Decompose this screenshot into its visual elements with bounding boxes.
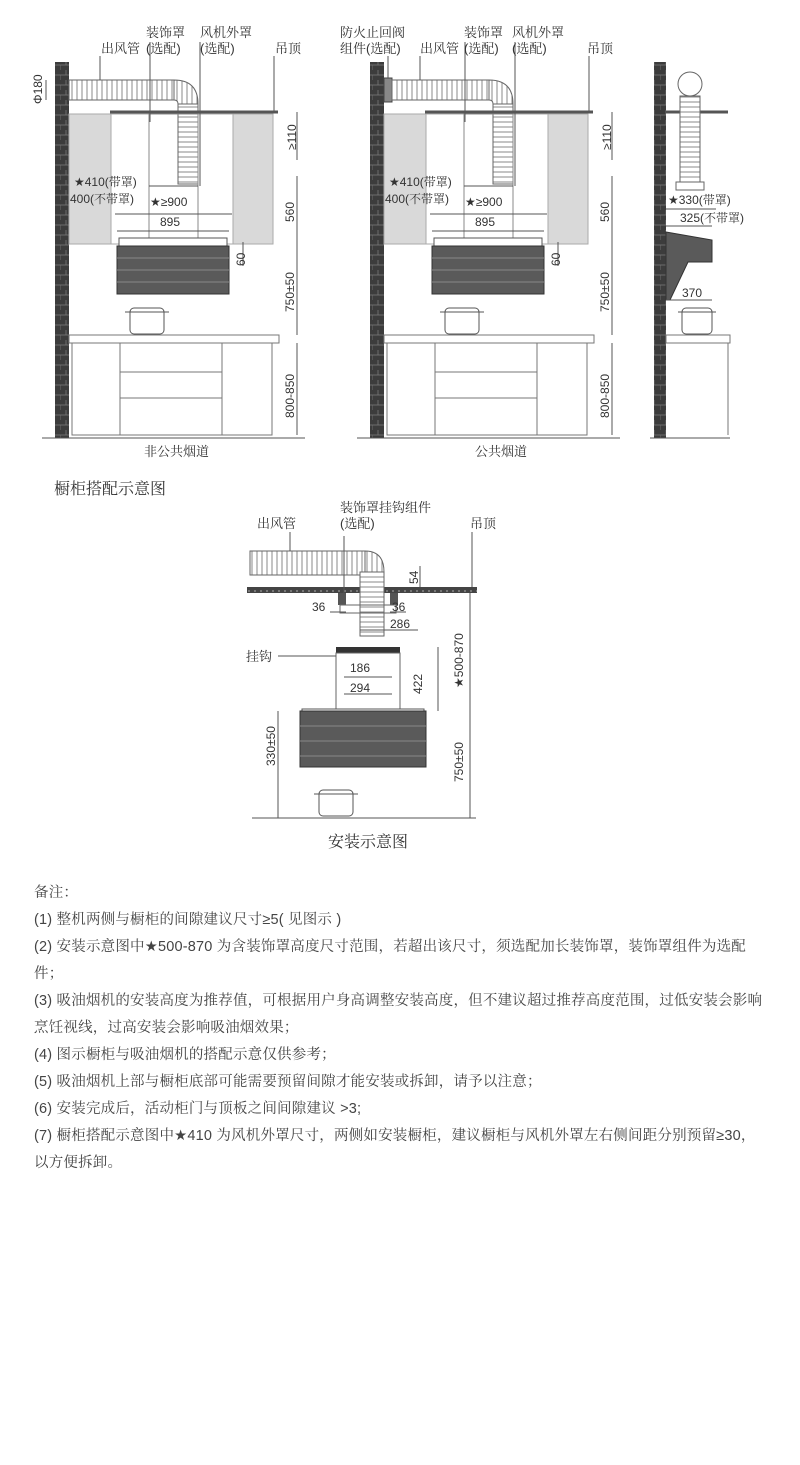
- label-fire-valve: 防火止回阀: [340, 25, 406, 40]
- section-title: 橱柜搭配示意图: [54, 481, 167, 498]
- label-ceiling: 吊顶: [275, 41, 302, 56]
- dim-500-870: ★500-870: [452, 633, 466, 688]
- note-item: (7) 橱柜搭配示意图中★410 为风机外罩尺寸，两侧如安装橱柜，建议橱柜与风机外罩左右侧间距分别预留≥30，以方便拆卸。: [34, 1128, 756, 1171]
- note-item: (2) 安装示意图中★500-870 为含装饰罩高度尺寸范围，若超出该尺寸，须选配加长装饰罩，装饰罩组件为选配件；: [34, 939, 746, 982]
- label-fan-cover: 风机外罩: [512, 25, 565, 40]
- dim-330-50: 330±50: [264, 726, 278, 766]
- notes-heading: 备注：: [34, 885, 79, 901]
- label-valve-opt: 组件(选配): [340, 41, 401, 56]
- dim-36-right: 36: [392, 600, 406, 614]
- label-cover-opt: (选配): [464, 41, 499, 56]
- exhaust-duct: [250, 551, 365, 575]
- brick-wall: [654, 62, 666, 438]
- label-ceiling: 吊顶: [587, 41, 614, 56]
- label-duct: 出风管: [101, 41, 141, 56]
- dim-895: 895: [475, 215, 496, 229]
- dim-750-50: 750±50: [452, 742, 466, 782]
- dim-top-gap: ≥110: [600, 124, 614, 150]
- dim-422: 422: [411, 673, 425, 694]
- diagram-non-public-flue: [31, 25, 305, 459]
- dim-54: 54: [407, 570, 421, 584]
- label-fan-cover: 风机外罩: [200, 25, 253, 40]
- dim-330: ★330(带罩): [668, 193, 731, 207]
- dim-900: ★≥900: [465, 195, 503, 209]
- diagram-public-flue: [340, 25, 620, 459]
- exhaust-duct: [69, 80, 174, 100]
- diagram-side-view: [650, 62, 744, 438]
- dim-800: 800-850: [283, 373, 297, 418]
- dim-60: 60: [234, 252, 248, 266]
- brick-wall: [370, 62, 384, 438]
- note-item: (6) 安装完成后，活动柜门与顶板之间间隙建议 >3;: [34, 1101, 362, 1117]
- dim-186: 186: [350, 661, 371, 675]
- base-cabinet: [72, 343, 272, 435]
- label-decor-cover: 装饰罩: [464, 25, 504, 40]
- dim-286: 286: [390, 617, 411, 631]
- dim-750: 750±50: [283, 272, 297, 312]
- label-hook-assembly: 装饰罩挂钩组件: [340, 500, 432, 515]
- dim-900: ★≥900: [150, 195, 188, 209]
- dim-325: 325(不带罩): [680, 211, 745, 225]
- dim-370: 370: [682, 286, 703, 300]
- dim-36-left: 36: [312, 600, 326, 614]
- dim-560: 560: [598, 201, 612, 222]
- dim-294: 294: [350, 681, 371, 695]
- notes: [34, 880, 764, 1177]
- note-item: (5) 吸油烟机上部与橱柜底部可能需要预留间隙才能安装或拆卸，请予以注意；: [34, 1074, 542, 1090]
- dim-750: 750±50: [598, 272, 612, 312]
- label-duct: 出风管: [420, 41, 460, 56]
- exhaust-duct: [392, 80, 489, 100]
- label-ceiling: 吊顶: [470, 516, 497, 531]
- dim-400: 400(不带罩): [385, 192, 450, 206]
- caption-non-public-flue: 非公共烟道: [144, 444, 210, 459]
- dim-895: 895: [160, 215, 181, 229]
- range-hood: [300, 711, 426, 767]
- label-cover-opt: (选配): [146, 41, 181, 56]
- label-hook: 挂钩: [246, 649, 273, 664]
- label-fan-cover-opt: (选配): [200, 41, 235, 56]
- dim-410: ★410(带罩): [74, 175, 137, 189]
- dim-60: 60: [549, 252, 563, 266]
- dim-top-gap: ≥110: [285, 124, 299, 150]
- label-hook-assembly-opt: (选配): [340, 516, 375, 531]
- dim-560: 560: [283, 201, 297, 222]
- note-item: (1) 整机两侧与橱柜的间隙建议尺寸≥5( 见图示 ): [34, 912, 342, 928]
- label-fan-cover-opt: (选配): [512, 41, 547, 56]
- fire-valve: [384, 78, 392, 102]
- base-cabinet: [387, 343, 587, 435]
- dim-diameter: Φ180: [31, 74, 45, 104]
- caption-public-flue: 公共烟道: [475, 444, 528, 459]
- caption-installation: 安装示意图: [328, 834, 409, 851]
- note-item: (3) 吸油烟机的安装高度为推荐值，可根据用户身高调整安装高度，但不建议超过推荐高度范围，过低安装会影响烹饪视线，过高安装会影响吸油烟效果；: [34, 993, 763, 1036]
- label-duct: 出风管: [257, 516, 297, 531]
- diagram-installation: [246, 500, 497, 851]
- dim-410: ★410(带罩): [389, 175, 452, 189]
- dim-400: 400(不带罩): [70, 192, 135, 206]
- brick-wall: [55, 62, 69, 438]
- dim-800: 800-850: [598, 373, 612, 418]
- label-decor-cover: 装饰罩: [146, 25, 186, 40]
- note-item: (4) 图示橱柜与吸油烟机的搭配示意仅供参考；: [34, 1047, 336, 1063]
